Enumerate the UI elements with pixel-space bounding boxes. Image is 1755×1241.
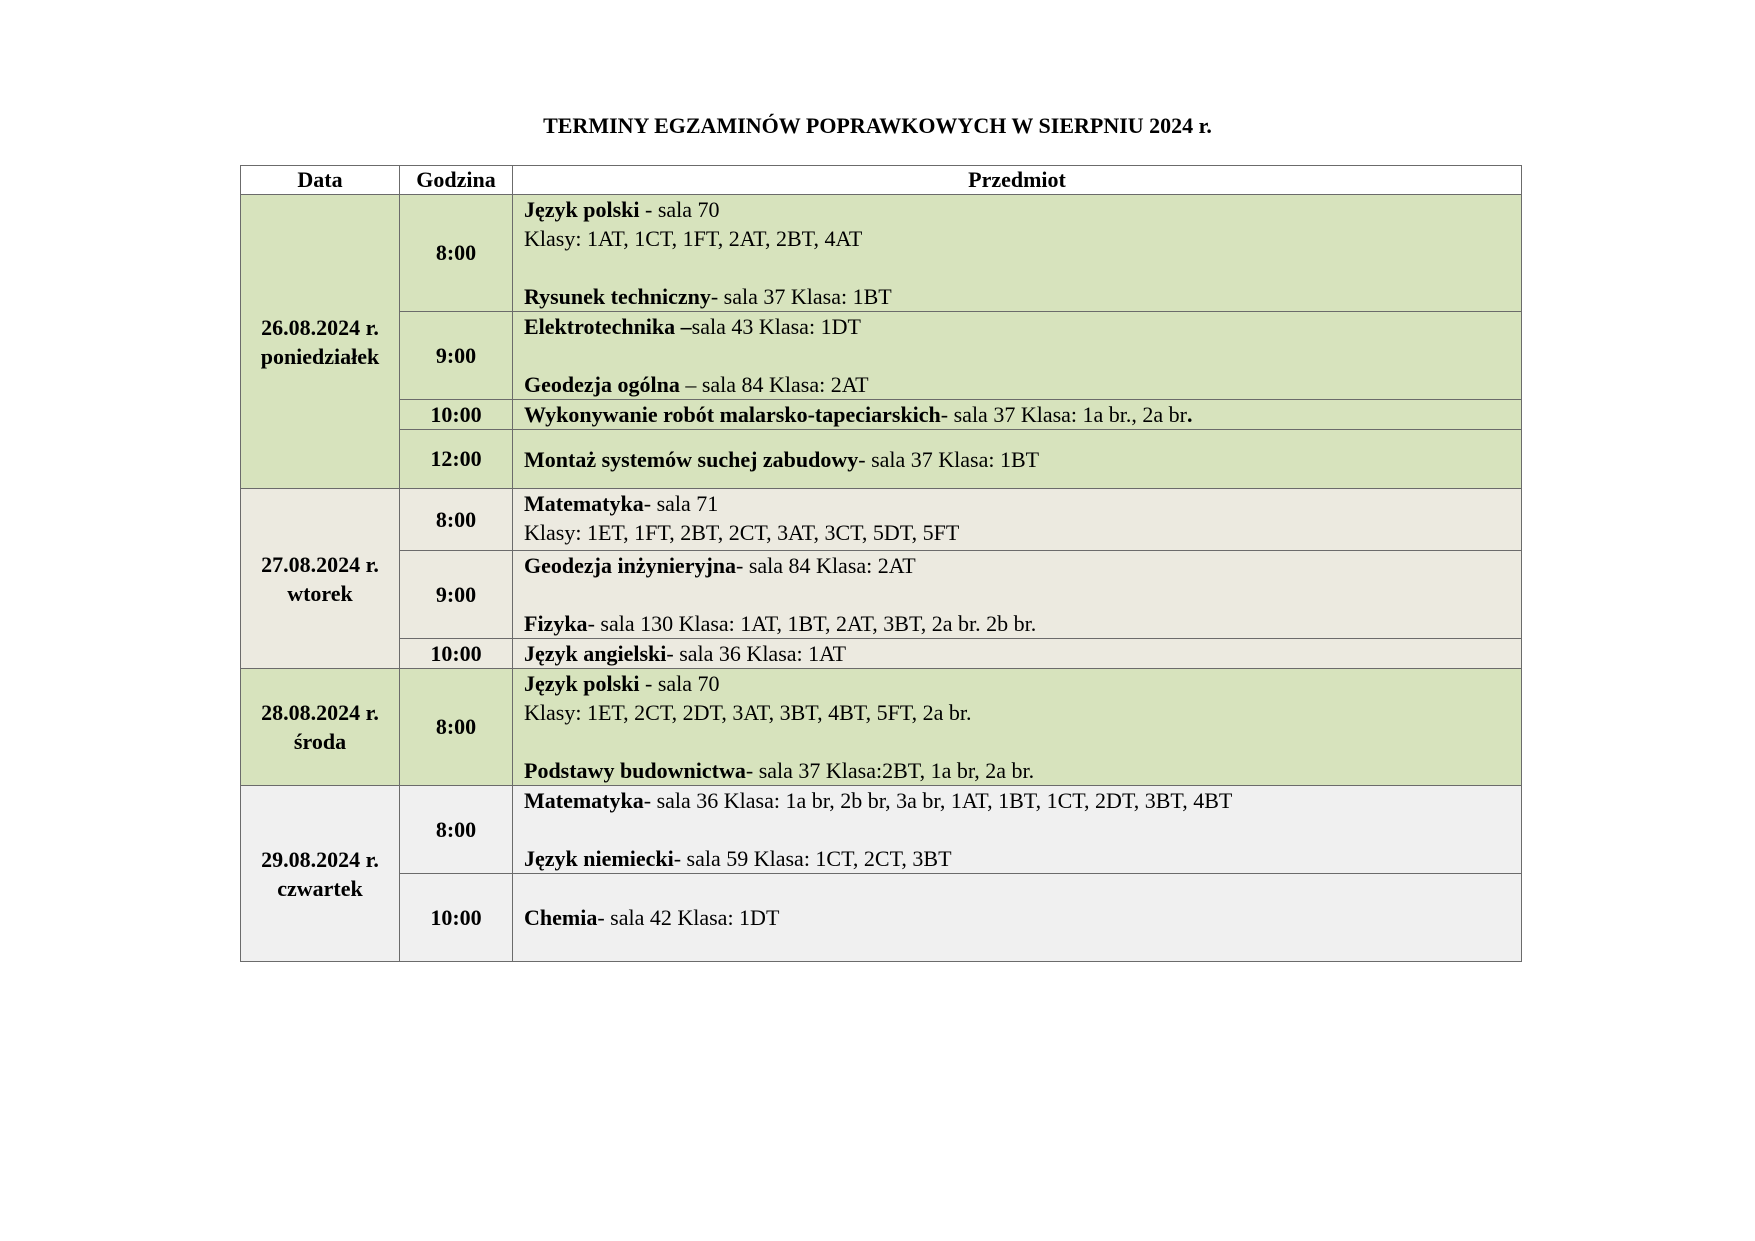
subject-cell: [513, 430, 1522, 489]
subject-cell: [513, 669, 1522, 786]
subject-details: - sala 42 Klasa: 1DT: [597, 905, 780, 930]
subject-details: - sala 37 Klasa: 1a br., 2a br: [940, 402, 1187, 427]
subject-details: - sala 36 Klasa: 1AT: [666, 641, 847, 666]
weekday-text: czwartek: [277, 875, 363, 901]
subject-line: [524, 609, 1521, 638]
subject-details: - sala 37 Klasa: 1BT: [858, 446, 1040, 472]
weekday-text: poniedziałek: [260, 343, 380, 369]
date-cell: [241, 195, 400, 489]
schedule-row: [241, 786, 1522, 874]
subject-line: [524, 195, 1521, 224]
schedule-row: [241, 874, 1522, 962]
subject-details: - sala 36 Klasa: 1a br, 2b br, 3a br, 1AT, 1BT, 1CT, 2DT, 3BT, 4BT: [643, 788, 1233, 813]
subject-tail: .: [1187, 402, 1193, 427]
header-time: Godzina: [400, 166, 513, 195]
weekday-text: wtorek: [287, 580, 353, 606]
subject-line-empty: [524, 727, 1521, 756]
subject-name: Elektrotechnika –: [524, 314, 692, 339]
time-cell: 8:00: [400, 786, 513, 874]
subject-name: Geodezja ogólna: [524, 372, 680, 397]
subject-cell: [513, 639, 1522, 669]
subject-line: [524, 282, 1521, 311]
subject-details: - sala 84 Klasa: 2AT: [736, 553, 916, 578]
subject-name: Geodezja inżynieryjna: [524, 553, 737, 578]
schedule-row: [241, 195, 1522, 312]
subject-line: [524, 698, 1521, 727]
subject-line: [524, 756, 1521, 785]
subject-line: [524, 370, 1521, 399]
date-text: 28.08.2024 r.: [261, 700, 379, 725]
time-cell: 9:00: [400, 551, 513, 639]
subject-details: - sala 37 Klasa:2BT, 1a br, 2a br.: [745, 758, 1035, 783]
header-row: [241, 166, 1522, 195]
subject-cell: [513, 312, 1522, 400]
subject-details: - sala 59 Klasa: 1CT, 2CT, 3BT: [673, 846, 952, 871]
subject-name: Język angielski: [524, 641, 667, 666]
time-cell: 10:00: [400, 639, 513, 669]
subject-name: Matematyka: [524, 788, 644, 813]
subject-line: [524, 786, 1521, 815]
subject-details: - sala 70: [639, 197, 720, 222]
time-cell: 12:00: [400, 430, 513, 489]
subject-details: – sala 84 Klasa: 2AT: [679, 372, 869, 397]
subject-details: Klasy: 1ET, 1FT, 2BT, 2CT, 3AT, 3CT, 5DT, 5FT: [524, 520, 960, 545]
schedule-row: [241, 551, 1522, 639]
time-cell: 8:00: [400, 489, 513, 551]
subject-cell: [513, 874, 1522, 962]
subject-line: [524, 639, 1521, 668]
subject-details: - sala 130 Klasa: 1AT, 1BT, 2AT, 3BT, 2a br. 2b br.: [587, 611, 1037, 636]
time-cell: 8:00: [400, 195, 513, 312]
subject-line: [524, 445, 1521, 474]
schedule-row: [241, 400, 1522, 430]
date-cell: [241, 786, 400, 962]
subject-line: [524, 400, 1521, 429]
subject-cell: [513, 400, 1522, 430]
time-cell: 9:00: [400, 312, 513, 400]
header-date: Data: [241, 166, 400, 195]
subject-cell: [513, 551, 1522, 639]
subject-line: [524, 518, 1521, 547]
schedule-row: [241, 489, 1522, 551]
subject-name: Wykonywanie robót malarsko-tapeciarskich: [524, 402, 941, 427]
time-cell: 10:00: [400, 874, 513, 962]
subject-line: [524, 903, 1521, 932]
schedule-row: [241, 669, 1522, 786]
subject-name: Podstawy budownictwa: [524, 758, 746, 783]
subject-line-empty: [524, 341, 1521, 370]
header-subject: Przedmiot: [513, 166, 1522, 195]
date-text: 29.08.2024 r.: [261, 846, 379, 872]
subject-line: [524, 489, 1521, 518]
subject-name: Język niemiecki: [524, 846, 674, 871]
subject-details: - sala 71: [643, 491, 719, 516]
subject-details: - sala 70: [639, 671, 720, 696]
weekday-text: środa: [293, 729, 347, 754]
subject-line: [524, 669, 1521, 698]
schedule-row: [241, 430, 1522, 489]
subject-cell: [513, 195, 1522, 312]
time-cell: 8:00: [400, 669, 513, 786]
subject-name: Fizyka: [524, 611, 588, 636]
subject-details: sala 43 Klasa: 1DT: [691, 314, 861, 339]
subject-details: - sala 37 Klasa: 1BT: [710, 284, 892, 309]
subject-name: Chemia: [524, 905, 598, 930]
date-text: 26.08.2024 r.: [261, 314, 379, 340]
subject-line-empty: [524, 253, 1521, 282]
subject-details: Klasy: 1AT, 1CT, 1FT, 2AT, 2BT, 4AT: [524, 226, 863, 251]
subject-name: Matematyka: [524, 491, 644, 516]
subject-details: Klasy: 1ET, 2CT, 2DT, 3AT, 3BT, 4BT, 5FT, 2a br.: [524, 700, 972, 725]
date-text: 27.08.2024 r.: [261, 551, 379, 577]
subject-line: [524, 551, 1521, 580]
subject-name: Język polski: [524, 671, 640, 696]
subject-line-empty: [524, 580, 1521, 609]
subject-name: Rysunek techniczny: [524, 284, 711, 309]
subject-name: Montaż systemów suchej zabudowy: [524, 446, 859, 472]
exam-schedule-table: [240, 165, 1522, 962]
subject-cell: [513, 786, 1522, 874]
subject-line: [524, 312, 1521, 341]
date-cell: [241, 669, 400, 786]
subject-name: Język polski: [524, 197, 640, 222]
page-title: TERMINY EGZAMINÓW POPRAWKOWYCH W SIERPNIU 2024 r.: [543, 113, 1212, 138]
subject-line-empty: [524, 815, 1521, 844]
subject-line: [524, 844, 1521, 873]
time-cell: 10:00: [400, 400, 513, 430]
schedule-row: [241, 639, 1522, 669]
schedule-row: [241, 312, 1522, 400]
date-cell: [241, 489, 400, 669]
subject-cell: [513, 489, 1522, 551]
subject-line: [524, 224, 1521, 253]
